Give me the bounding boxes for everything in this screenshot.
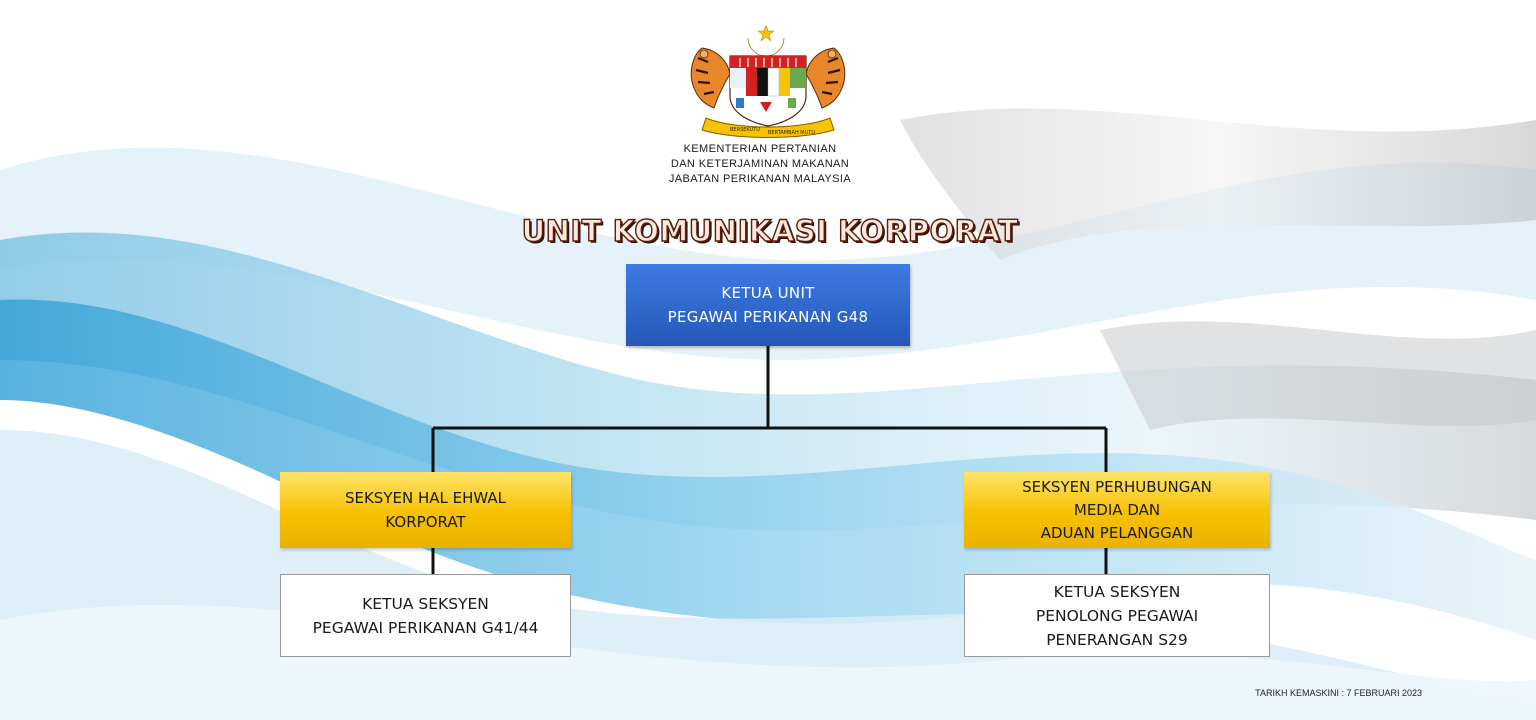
head-role: KETUA UNIT	[721, 284, 815, 302]
head-of-unit-box	[626, 264, 910, 346]
section-title-line: ADUAN PELANGGAN	[1040, 523, 1194, 542]
section-head-corporate-affairs-box	[280, 574, 571, 657]
agency-line-2: DAN KETERJAMINAN MAKANAN	[670, 158, 850, 170]
last-updated-date: TARIKH KEMASKINI : 7 FEBRUARI 2023	[1255, 688, 1422, 698]
agency-line-3: JABATAN PERIKANAN MALAYSIA	[668, 173, 852, 185]
section-title-line: KORPORAT	[385, 513, 466, 531]
agency-line-1: KEMENTERIAN PERTANIAN	[683, 143, 837, 155]
motto-right: BERTAMBAH MUTU	[768, 130, 815, 136]
section-head-line: PENOLONG PEGAWAI	[1035, 606, 1199, 625]
right-tiger-icon	[806, 48, 845, 108]
page-title: UNIT KOMUNIKASI KORPORAT	[521, 214, 1019, 248]
section-title-line: SEKSYEN PERHUBUNGAN	[1022, 477, 1212, 496]
section-title-line: SEKSYEN HAL EHWAL	[344, 489, 507, 507]
section-head-line: PEGAWAI PERIKANAN G41/44	[312, 618, 539, 637]
section-head-line: KETUA SEKSYEN	[362, 594, 489, 613]
section-media-relations-box	[964, 472, 1270, 548]
malaysia-coat-of-arms-icon	[684, 26, 852, 142]
agency-name	[560, 142, 960, 187]
section-head-line: KETUA SEKSYEN	[1053, 582, 1181, 601]
section-title-line: MEDIA DAN	[1073, 500, 1161, 519]
section-corporate-affairs-box	[280, 472, 571, 548]
motto-left: BERSEKUTU	[730, 127, 760, 133]
section-head-line: PENERANGAN S29	[1046, 630, 1188, 649]
left-tiger-icon	[691, 48, 730, 108]
head-grade: PEGAWAI PERIKANAN G48	[667, 308, 869, 326]
section-head-media-relations-box	[964, 574, 1270, 657]
